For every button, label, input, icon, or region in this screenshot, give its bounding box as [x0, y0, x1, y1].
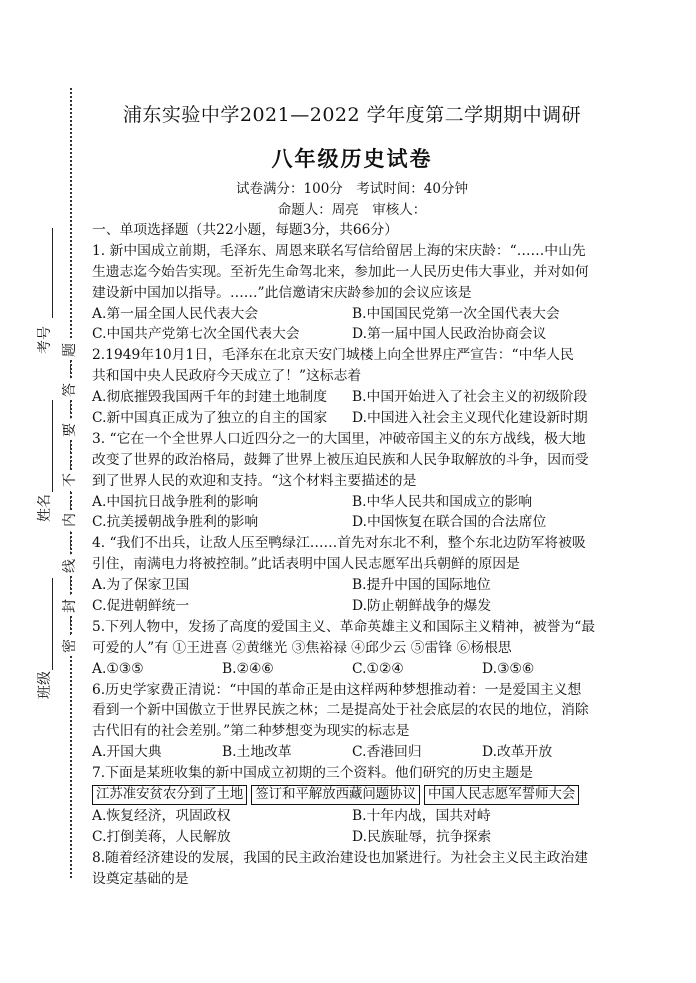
question-text: 6.历史学家费正清说：“中国的革命正是由这样两种梦想推动着：一是爱国主义想 — [92, 681, 582, 698]
school-title: 浦东实验中学2021—2022 学年度第二学期期中调研 — [122, 104, 582, 126]
material-box: 江苏准安贫农分到了土地 — [92, 785, 247, 805]
option-d: D.防止朝鲜战争的爆发 — [352, 598, 492, 615]
question-text: 改变了世界的政治格局，鼓舞了世界上被压迫民族和人民争取解放的斗争，因而受 — [92, 451, 589, 468]
question-7 — [92, 763, 612, 848]
option-c: C.促进朝鲜统一 — [92, 598, 190, 615]
option-a: A.第一届全国人民代表大会 — [92, 305, 259, 322]
binding-margin — [0, 0, 90, 983]
option-b: B.提升中国的国际地位 — [352, 577, 491, 594]
option-d: D.③⑤⑥ — [482, 660, 535, 677]
option-d: D.民族耻辱，抗争探索 — [352, 828, 492, 845]
option-c: C.抗美援朝战争胜利的影响 — [92, 514, 259, 531]
questions — [92, 220, 612, 890]
question-text: 引住，南满电力将被控制。”此话表明中国人民志愿军出兵朝鲜的原因是 — [92, 556, 520, 573]
question-text: 2.1949年10月1日，毛泽东在北京天安门城楼上向全世界庄严宣告：“中华人民 — [92, 347, 574, 364]
question-5 — [92, 617, 612, 680]
seal-char: 答 — [60, 380, 80, 400]
question-text: 3. “它在一个全世界人口近四分之一的大国里，冲破帝国主义的东方战线，极大地 — [92, 430, 586, 447]
option-c: C.①②④ — [352, 660, 404, 677]
option-b: B.中华人民共和国成立的影响 — [352, 493, 533, 510]
question-text: 到了世界人民的欢迎和支持。“这个材料主要描述的是 — [92, 472, 417, 489]
material-box: 中国人民志愿军誓师大会 — [424, 785, 579, 805]
option-c: C.香港回归 — [352, 744, 422, 761]
option-a: A.开国大典 — [92, 744, 162, 761]
question-text: 1. 新中国成立前期，毛泽东、周恩来联名写信给留居上海的宋庆龄：“……中山先 — [92, 242, 586, 259]
exam-no-underline — [52, 228, 53, 318]
option-a: A.①③⑤ — [92, 660, 144, 677]
seal-char: 不 — [60, 470, 80, 490]
option-c: C.中国共产党第七次全国代表大会 — [92, 326, 300, 343]
material-boxes — [92, 785, 612, 805]
option-c: C.打倒美蒋，人民解放 — [92, 828, 231, 845]
option-a: A.彻底摧毁我国两千年的封建土地制度 — [92, 389, 328, 406]
question-text: 可爱的人”有 ①王进喜 ②黄继光 ③焦裕禄 ④邱少云 ⑤雷锋 ⑥杨根思 — [92, 639, 512, 656]
question-text: 5.下列人物中，发扬了高度的爱国主义、革命英雄主义和国际主义精神，被誉为“最 — [92, 618, 596, 635]
seal-char: 要 — [60, 420, 80, 440]
question-text: 共和国中央人民政府今天成立了！”这标志着 — [92, 368, 362, 385]
class-label: 班级 — [37, 671, 53, 699]
class-underline — [52, 578, 53, 670]
option-c: C.新中国真正成为了独立的自主的国家 — [92, 410, 328, 427]
option-a: A.中国抗日战争胜利的影响 — [92, 493, 259, 510]
name-label: 姓名 — [37, 494, 53, 522]
section-heading: 一、单项选择题（共22小题，每题3分，共66分） — [92, 222, 399, 238]
seal-char: 线 — [60, 556, 80, 576]
option-b: B.②④⑥ — [222, 660, 274, 677]
question-6 — [92, 680, 612, 764]
seal-char: 题 — [60, 340, 80, 360]
question-2 — [92, 345, 612, 429]
option-d: D.改革开放 — [482, 744, 553, 761]
question-text: 古代旧有的社会差别。”第二种梦想变为现实的标志是 — [92, 723, 410, 740]
option-d: D.第一届中国人民政治协商会议 — [352, 326, 547, 343]
seal-char: 密 — [60, 636, 80, 656]
option-d: D.中国进入社会主义现代化建设新时期 — [352, 410, 588, 427]
option-a: A.为了保家卫国 — [92, 577, 190, 594]
exam-subtitle: 八年级历史试卷 — [271, 146, 433, 171]
exam-meta-score-time: 试卷满分：100分 考试时间：40分钟 — [236, 181, 468, 197]
exam-meta-authors: 命题人：周亮 审核人： — [277, 202, 427, 218]
name-underline — [52, 400, 53, 492]
question-3 — [92, 429, 612, 533]
exam-no-label: 考号 — [37, 326, 53, 354]
seal-char: 内 — [60, 510, 80, 530]
question-text: 建设新中国加以指导。……”此信邀请宋庆龄参加的会议应该是 — [92, 284, 472, 301]
seal-char: 封 — [60, 596, 80, 616]
question-text: 设奠定基础的是 — [92, 870, 189, 887]
option-b: B.中国国民党第一次全国代表大会 — [352, 305, 560, 322]
question-8 — [92, 848, 612, 890]
question-4 — [92, 533, 612, 617]
question-text: 8.随着经济建设的发展，我国的民主政治建设也加紧进行。为社会主义民主政治建 — [92, 849, 589, 866]
option-d: D.中国恢复在联合国的合法席位 — [352, 514, 547, 531]
option-a: A.恢复经济，巩固政权 — [92, 808, 231, 825]
option-b: B.土地改革 — [222, 744, 292, 761]
question-text: 看到一个新中国傲立于世界民族之林；二是提高处于社会底层的农民的地位，消除 — [92, 702, 589, 719]
question-text: 生遗志迄今始告实现。至祈先生命驾北来，参加此一人民历史伟大事业，并对如何 — [92, 263, 589, 280]
question-1 — [92, 241, 612, 345]
material-box: 签订和平解放西藏问题协议 — [251, 785, 420, 805]
question-text: 4. “我们不出兵，让敌人压至鸭绿江……首先对东北不利，整个东北边防军将被吸 — [92, 535, 586, 552]
question-text: 7.下面是某班收集的新中国成立初期的三个资料。他们研究的历史主题是 — [92, 765, 533, 782]
option-b: B.十年内战，国共对峙 — [352, 808, 491, 825]
option-b: B.中国开始进入了社会主义的初级阶段 — [352, 389, 588, 406]
